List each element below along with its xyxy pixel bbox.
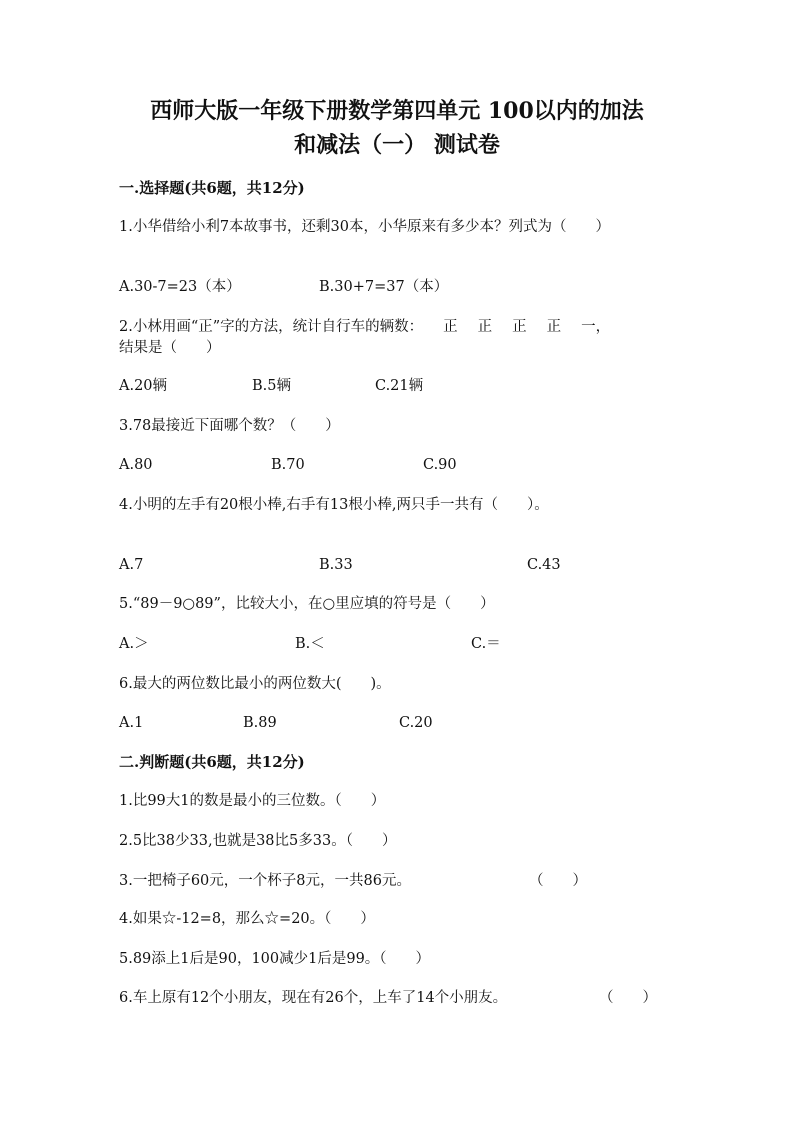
choice-question-2-line2: 结果是（ ） (119, 340, 221, 356)
judgement-item-5: 5.89添上1后是90，100减少1后是99。（ ） (119, 951, 431, 967)
choice-options-3 (119, 455, 699, 475)
option-b[interactable]: B.30+7=37（本） (319, 279, 449, 295)
judgement-item-6: 6.车上原有12个小朋友，现在有26个，上车了14个小朋友。 (119, 990, 508, 1006)
document-title-line2: 和减法（一） 测试卷 (294, 132, 500, 158)
choice-question-3: 3.78最接近下面哪个数？（ ） (119, 418, 340, 434)
judgement-item-2: 2.5比38少33,也就是38比5多33。（ ） (119, 833, 397, 849)
tally-mark-3: 正 (512, 319, 527, 335)
choice-question-6: 6.最大的两位数比最小的两位数大( )。 (119, 676, 391, 692)
tally-mark-5: 一， (581, 319, 611, 335)
choice-options-6 (119, 713, 699, 733)
judgement-row-3 (119, 871, 699, 891)
option-b[interactable]: B.70 (271, 457, 305, 473)
question-2-text: 2.小林用画“正”字的方法，统计自行车的辆数： (119, 319, 424, 335)
document-title-line1: 西师大版一年级下册数学第四单元 100以内的加法 (150, 98, 644, 124)
option-a[interactable]: A.1 (119, 715, 144, 731)
option-c[interactable]: C.＝ (471, 636, 501, 652)
tally-mark-2: 正 (477, 319, 493, 335)
tally-marks (423, 319, 610, 335)
tally-mark-1: 正 (443, 319, 458, 335)
option-a[interactable]: A.＞ (119, 636, 149, 652)
answer-blank-6[interactable]: （ ） (599, 990, 657, 1006)
option-b[interactable]: B.33 (319, 557, 353, 573)
option-c[interactable]: C.90 (423, 457, 457, 473)
option-c[interactable]: C.43 (527, 557, 561, 573)
choice-question-1: 1.小华借给小利7本故事书，还剩30本，小华原来有多少本？列式为（ ） (119, 219, 611, 235)
judgement-item-1: 1.比99大1的数是最小的三位数。（ ） (119, 793, 386, 809)
judgement-item-3: 3.一把椅子60元，一个杯子8元，一共86元。 (119, 873, 411, 889)
option-b[interactable]: B.89 (243, 715, 277, 731)
section-heading-judgement: 二.判断题(共6题，共12分) (119, 753, 305, 771)
option-a[interactable]: A.20辆 (119, 378, 168, 394)
option-b[interactable]: B.＜ (295, 636, 325, 652)
tally-mark-4: 正 (546, 319, 562, 335)
choice-options-4 (119, 555, 699, 575)
choice-question-4: 4.小明的左手有20根小棒,右手有13根小棒,两只手一共有（ ）。 (119, 497, 549, 513)
option-c[interactable]: C.21辆 (375, 378, 424, 394)
choice-options-1 (119, 277, 699, 297)
option-a[interactable]: A.80 (119, 457, 153, 473)
option-a[interactable]: A.7 (119, 557, 144, 573)
option-a[interactable]: A.30-7=23（本） (119, 279, 241, 295)
section-heading-choice: 一.选择题(共6题，共12分) (119, 179, 305, 197)
option-c[interactable]: C.20 (399, 715, 433, 731)
choice-options-5 (119, 634, 699, 654)
answer-blank-3[interactable]: （ ） (529, 873, 587, 889)
choice-question-5: 5.“89－9○89”，比较大小，在○里应填的符号是（ ） (119, 596, 495, 612)
choice-options-2 (119, 376, 699, 396)
judgement-row-6 (119, 988, 699, 1008)
option-b[interactable]: B.5辆 (252, 378, 291, 394)
choice-question-2 (119, 317, 679, 338)
judgement-item-4: 4.如果☆-12=8，那么☆=20。（ ） (119, 911, 375, 927)
